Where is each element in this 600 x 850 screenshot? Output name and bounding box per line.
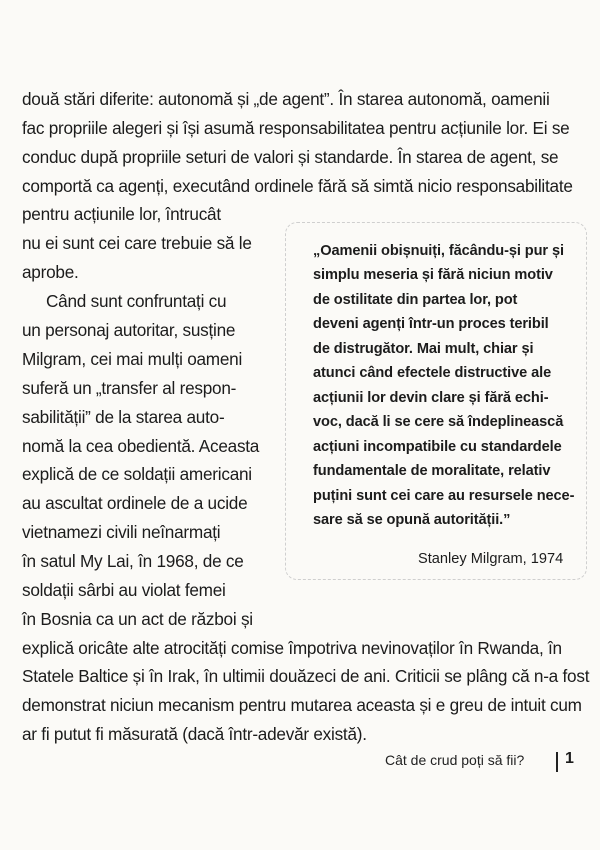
- body-line: nomă la cea obedientă. Aceasta: [22, 436, 260, 456]
- body-line: pentru acțiunile lor, întrucât: [22, 204, 221, 224]
- body-line: în Bosnia ca un act de război și: [22, 609, 253, 629]
- body-line: explică oricâte alte atrocități comise împotriva nevinovaților în Rwanda, în: [22, 638, 562, 658]
- quote-line: sare să se opună autorității.”: [313, 512, 511, 528]
- body-line: fac propriile alegeri și își asumă responsabilitatea pentru acțiunile lor. Ei se: [22, 118, 570, 138]
- body-line: Milgram, cei mai mulți oameni: [22, 349, 243, 369]
- body-line: un personaj autoritar, susține: [22, 320, 236, 340]
- quote-line: puțini sunt cei care au resursele nece-: [313, 488, 575, 504]
- quote-line: fundamentale de moralitate, relativ: [313, 463, 551, 479]
- body-line: două stări diferite: autonomă și „de agent”. În starea autonomă, oamenii: [22, 89, 550, 109]
- quote-attribution: Stanley Milgram, 1974: [418, 551, 564, 567]
- body-line: au ascultat ordinele de a ucide: [22, 493, 248, 513]
- body-line: în satul My Lai, în 1968, de ce: [22, 551, 244, 571]
- quote-line: de ostilitate din partea lor, pot: [313, 292, 518, 308]
- quote-line: de distrugător. Mai mult, chiar și: [313, 341, 534, 357]
- quote-line: deveni agenți într-un proces teribil: [313, 316, 549, 332]
- quote-line: simplu meseria și fără niciun motiv: [313, 267, 553, 283]
- body-line: Când sunt confruntați cu: [46, 291, 227, 311]
- footer-separator: [556, 752, 558, 772]
- quote-line: atunci când efectele distructive ale: [313, 365, 552, 381]
- body-line: ar fi putut fi măsurată (dacă într-adevăr există).: [22, 724, 367, 744]
- quote-line: acțiuni incompatibile cu standardele: [313, 439, 562, 455]
- body-line: conduc după propriile seturi de valori și standarde. În starea de agent, se: [22, 147, 559, 167]
- body-line: sabilității” de la starea auto-: [22, 407, 225, 427]
- quote-line: acțiunii lor devin clare și fără echi-: [313, 390, 549, 406]
- body-line: nu ei sunt cei care trebuie să le: [22, 233, 252, 253]
- body-line: soldații sârbi au violat femei: [22, 580, 226, 600]
- page-number: 1: [565, 750, 574, 767]
- body-line: aprobe.: [22, 262, 79, 282]
- body-line: Statele Baltice și în Irak, în ultimii douăzeci de ani. Criticii se plâng că n-a fost: [22, 666, 590, 686]
- body-line: demonstrat niciun mecanism pentru mutarea aceasta și e greu de intuit cum: [22, 695, 582, 715]
- quote-line: „Oamenii obișnuiți, făcându-și pur și: [313, 243, 564, 259]
- running-head: Cât de crud poți să fii?: [385, 752, 525, 768]
- body-line: vietnamezi civili neînarmați: [22, 522, 221, 542]
- body-line: explică de ce soldații americani: [22, 464, 252, 484]
- quote-line: voc, dacă li se cere să îndeplinească: [313, 414, 564, 430]
- body-line: suferă un „transfer al respon-: [22, 378, 237, 398]
- body-line: comportă ca agenți, executând ordinele fără să simtă nicio responsabilitate: [22, 176, 573, 196]
